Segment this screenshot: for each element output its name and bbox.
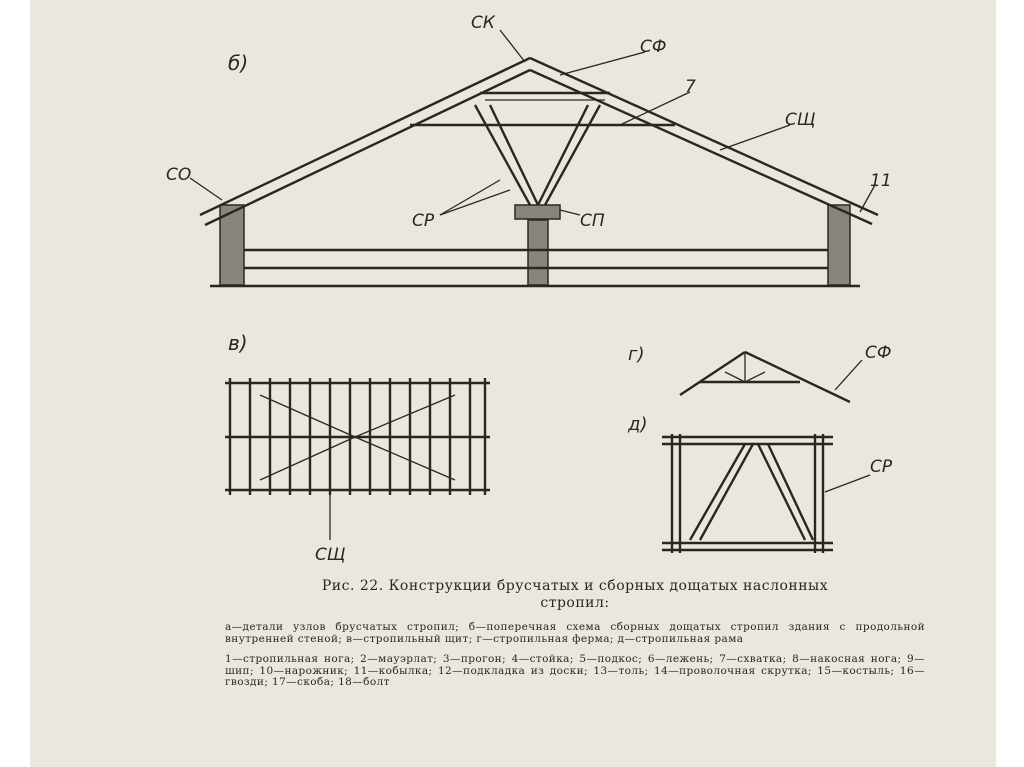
right-wall [828,205,850,285]
pointer-sp [560,210,580,215]
cross-section-diagram [190,30,878,286]
label-sf-right: СФ [865,343,892,363]
frame-brace [768,444,813,540]
strut-right [538,105,588,205]
pointer-sr [440,190,510,215]
truss-chord [745,352,850,402]
frame-brace [690,444,745,540]
roof-truss-drawing [30,0,996,580]
scanned-page [30,0,996,767]
label-part-v: в) [228,331,248,355]
panel-brace [260,437,355,480]
caption-legend [225,622,925,645]
caption-items-text: 1—стропильная нога; 2—мауэрлат; 3—прогон; 4—стойка; 5—подкос; 6—лежень; 7—схватка; 8—накосная нога; 9—шип; 10—нарожник; 11—кобылка; 12—подкладка из доски; 13—толь; 14—проволочная скрутка; 15—костыль; 16—гвозди; 17—скоба; 18—болт [225,653,925,688]
panel-brace [260,395,355,437]
pointer-so [190,178,222,200]
pointer-sr [440,180,500,215]
truss-chord [680,352,745,395]
pointer-7 [620,92,690,125]
pointer-sk [500,30,525,62]
rafter-panel-diagram [225,378,490,540]
figure-caption [225,578,925,689]
label-sshch-top: СЩ [785,110,816,130]
strut-right [545,105,600,205]
pointer-sr-right [825,475,870,492]
caption-title-line: стропил: [540,595,610,611]
label-sr-top: СР [412,211,435,231]
strut-bearing [515,205,560,219]
caption-title [225,578,925,612]
frame-brace [758,444,805,540]
rafter-frame-diagram [662,434,870,553]
strut-left [490,105,538,205]
label-sp: СП [580,211,605,231]
middle-wall [528,220,548,285]
frame-brace [700,444,753,540]
pointer-sf-right [835,360,862,390]
caption-title-line: Рис. 22. Конструкции брусчатых и сборных дощатых наслонных [321,578,829,594]
label-part-g: г) [628,344,645,365]
truss-web [725,372,745,382]
pointer-sf [560,52,645,75]
label-so: СО [166,165,192,185]
label-part-d: д) [628,414,648,435]
label-sr-right: СР [870,457,893,477]
label-11: 11 [870,171,892,191]
caption-legend-text: а—детали узлов брусчатых стропил; б—поперечная схема сборных дощатых стропил здания с продольной внутренней стеной; в—стропильный щит; г—стропильная ферма; д—стропильная рама [225,621,925,645]
truss-web [745,372,765,382]
caption-items [225,654,925,689]
label-part-b: б) [228,51,249,75]
roof-truss-diagram [680,352,862,402]
label-7: 7 [685,77,696,97]
label-sf-top: СФ [640,37,667,57]
label-sshch-bottom: СЩ [315,545,346,565]
pointer-sshch [720,125,790,150]
label-sk: СК [471,13,495,33]
